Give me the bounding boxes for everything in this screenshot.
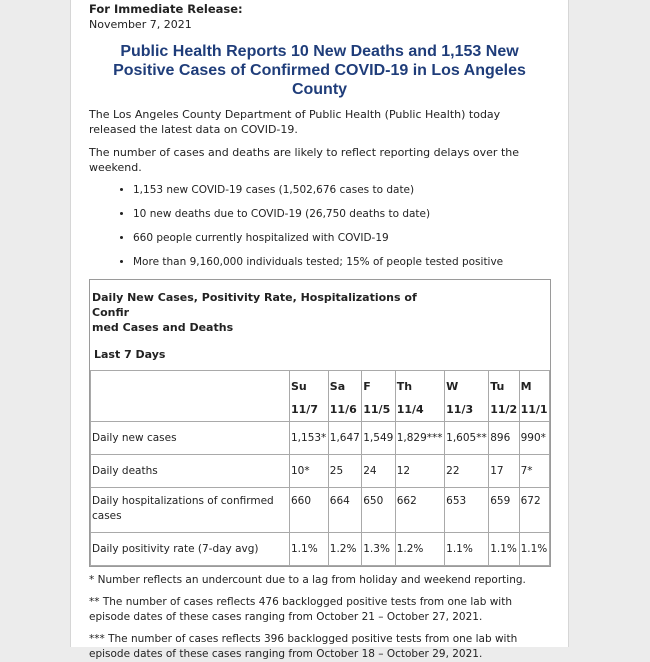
table-cell: 1,829*** xyxy=(395,422,444,455)
footnote: ** The number of cases reflects 476 backlogged positive tests from one lab with episode dates of these cases ranging from October 21 – October 27, 2021. xyxy=(89,596,512,623)
row-label: Daily new cases xyxy=(91,422,290,455)
data-table xyxy=(90,370,550,566)
table-cell: 1.1% xyxy=(290,533,329,566)
data-table-box xyxy=(89,279,551,567)
row-label: Daily deaths xyxy=(91,455,290,488)
list-item: • 1,153 new COVID-19 cases (1,502,676 cases to date) xyxy=(133,183,550,197)
table-cell: 664 xyxy=(328,488,361,533)
delay-note: The number of cases and deaths are likely to reflect reporting delays over the weekend. xyxy=(89,146,520,174)
table-cell: 650 xyxy=(362,488,395,533)
list-item: • More than 9,160,000 individuals tested; 15% of people tested positive xyxy=(133,255,550,269)
table-cell: 672 xyxy=(519,488,549,533)
table-cell: 1.1% xyxy=(489,533,519,566)
table-cell: 17 xyxy=(489,455,519,488)
table-cell: 1,549 xyxy=(362,422,395,455)
table-row xyxy=(91,422,550,455)
table-row xyxy=(91,455,550,488)
table-cell: 896 xyxy=(489,422,519,455)
table-title xyxy=(90,280,437,335)
table-cell: 25 xyxy=(328,455,361,488)
row-label: Daily positivity rate (7-day avg) xyxy=(91,533,290,566)
header-cell: F 11/5 xyxy=(362,371,395,422)
intro-paragraph: The Los Angeles County Department of Public Health (Public Health) today released the latest data on COVID-19. xyxy=(89,108,501,136)
list-item: • 660 people currently hospitalized with COVID-19 xyxy=(133,231,550,245)
header-empty-cell xyxy=(91,371,290,422)
table-row xyxy=(91,533,550,566)
footnote: *** The number of cases reflects 396 backlogged positive tests from one lab with episode dates of these cases ranging from October 18 – October 29, 2021. xyxy=(89,633,518,660)
table-title-line2: med Cases and Deaths xyxy=(92,321,234,334)
table-cell: 12 xyxy=(395,455,444,488)
table-cell: 24 xyxy=(362,455,395,488)
row-label: Daily hospitalizations of confirmed cases xyxy=(91,488,290,533)
header-cell: Sa 11/6 xyxy=(328,371,361,422)
table-cell: 659 xyxy=(489,488,519,533)
header-cell: W 11/3 xyxy=(445,371,489,422)
table-cell: 10* xyxy=(290,455,329,488)
footnotes xyxy=(89,573,550,662)
key-facts-list xyxy=(89,183,550,269)
header-cell: Su 11/7 xyxy=(290,371,329,422)
table-cell: 653 xyxy=(445,488,489,533)
table-cell: 660 xyxy=(290,488,329,533)
release-label: For Immediate Release: xyxy=(89,2,243,16)
list-item: • 10 new deaths due to COVID-19 (26,750 deaths to date) xyxy=(133,207,550,221)
table-cell: 1.2% xyxy=(395,533,444,566)
table-cell: 7* xyxy=(519,455,549,488)
header-cell: M 11/1 xyxy=(519,371,549,422)
table-cell: 1.1% xyxy=(519,533,549,566)
table-title-line1: Daily New Cases, Positivity Rate, Hospitalizations of Confir xyxy=(92,291,417,319)
header-cell: Th 11/4 xyxy=(395,371,444,422)
table-cell: 1,605** xyxy=(445,422,489,455)
press-release-page xyxy=(70,0,569,660)
table-cell: 662 xyxy=(395,488,444,533)
release-date: November 7, 2021 xyxy=(89,18,192,31)
table-cell: 1.1% xyxy=(445,533,489,566)
footnote: * Number reflects an undercount due to a lag from holiday and weekend reporting. xyxy=(89,574,526,586)
table-cell: 1.3% xyxy=(362,533,395,566)
table-cell: 1.2% xyxy=(328,533,361,566)
table-header-row xyxy=(91,371,550,422)
table-cell: 22 xyxy=(445,455,489,488)
header-cell: Tu 11/2 xyxy=(489,371,519,422)
table-subtitle: Last 7 Days xyxy=(94,348,166,361)
table-cell: 1,153* xyxy=(290,422,329,455)
table-cell: 990* xyxy=(519,422,549,455)
table-cell: 1,647 xyxy=(328,422,361,455)
table-row xyxy=(91,488,550,533)
headline: Public Health Reports 10 New Deaths and 1,153 New Positive Cases of Confirmed COVID-19 in Los Angeles County xyxy=(113,43,526,98)
